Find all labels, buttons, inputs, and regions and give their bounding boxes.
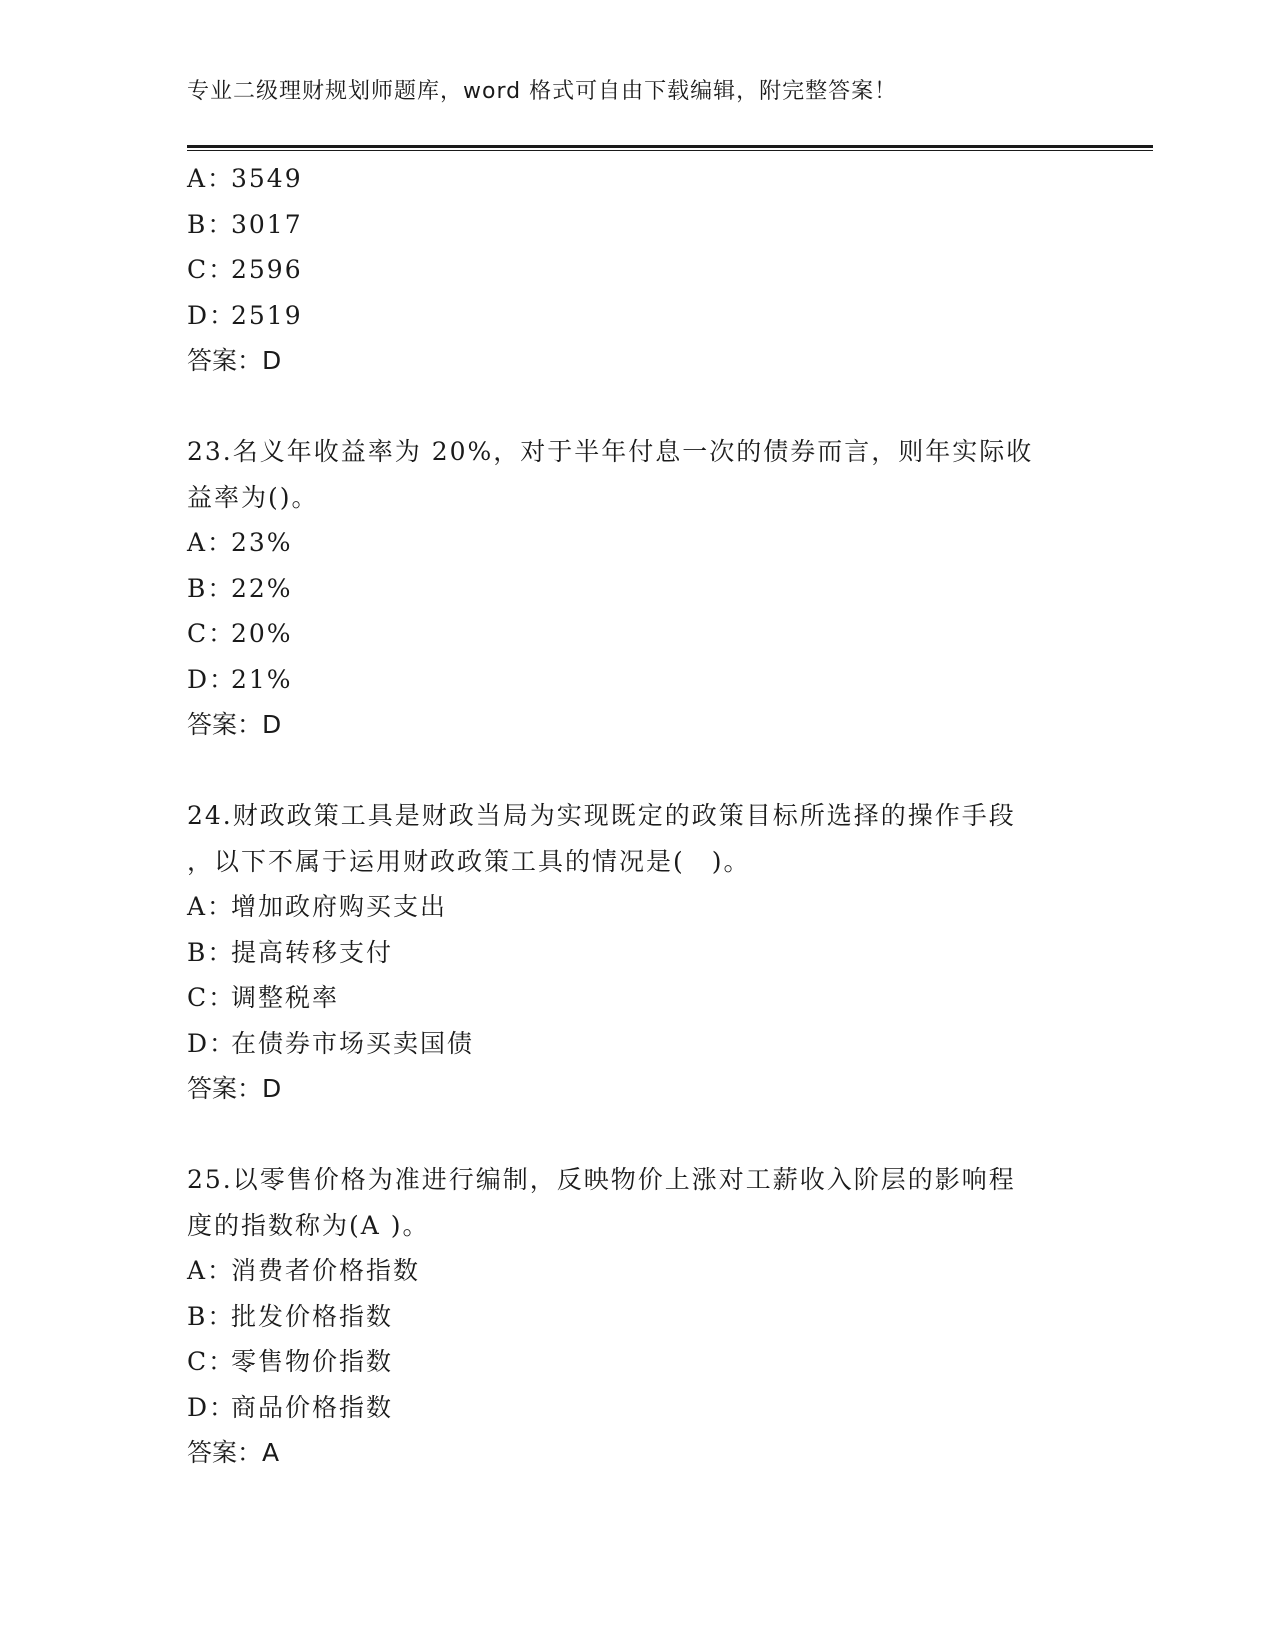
answer-line: 答案：D: [187, 346, 282, 375]
option-text: 2596: [231, 255, 303, 284]
answer-option: [187, 657, 1087, 703]
answer-option: [187, 611, 1087, 657]
option-text: 3549: [231, 164, 303, 193]
answer-option: [187, 975, 1087, 1021]
answer-option: [187, 1294, 1087, 1340]
answer-option: [187, 156, 1087, 202]
answer-option: [187, 1248, 1087, 1294]
answer-option: [187, 520, 1087, 566]
option-text: 提高转移支付: [231, 937, 394, 967]
option-label: D：: [187, 300, 237, 330]
question-text: 23.名义年收益率为 20%，对于半年付息一次的债券而言，则年实际收: [187, 437, 1034, 466]
answer-line: 答案：D: [187, 1074, 282, 1103]
question-block: [187, 793, 1087, 1157]
option-label: D：: [187, 1392, 237, 1422]
header-rule-thick: [187, 145, 1153, 148]
block-spacer: [187, 748, 1087, 794]
option-text: 调整税率: [231, 983, 340, 1012]
answer-option: [187, 1339, 1087, 1385]
answer-option: [187, 930, 1087, 976]
answer-option: [187, 1385, 1087, 1431]
question-block: [187, 1157, 1087, 1476]
option-text: 消费者价格指数: [231, 1256, 421, 1285]
option-label: C：: [187, 255, 236, 284]
option-label: B：: [187, 1301, 235, 1331]
answer-option: [187, 884, 1087, 930]
option-label: B：: [187, 573, 235, 603]
question-block: [187, 156, 1087, 429]
option-text: 在债券市场买卖国债: [231, 1028, 475, 1058]
option-label: D：: [187, 1028, 237, 1058]
option-text: 20%: [231, 619, 293, 648]
option-text: 22%: [231, 573, 293, 603]
answer-line: 答案：A: [187, 1438, 280, 1467]
option-text: 零售物价指数: [231, 1347, 394, 1376]
block-spacer: [187, 384, 1087, 430]
option-text: 2519: [231, 300, 303, 330]
option-text: 21%: [231, 664, 293, 694]
option-label: C：: [187, 983, 236, 1012]
option-label: B：: [187, 937, 235, 967]
answer-option: [187, 293, 1087, 339]
question-block: [187, 429, 1087, 793]
page-header: 专业二级理财规划师题库，word 格式可自由下载编辑，附完整答案！: [187, 79, 898, 104]
option-text: 商品价格指数: [231, 1392, 394, 1422]
question-list: [187, 156, 1087, 1476]
question-text: 益率为()。: [187, 482, 319, 512]
option-label: A：: [187, 528, 235, 557]
option-label: C：: [187, 1347, 236, 1376]
option-text: 23%: [231, 528, 293, 557]
question-text: 25.以零售价格为准进行编制，反映物价上涨对工薪收入阶层的影响程: [187, 1165, 1016, 1194]
option-text: 批发价格指数: [231, 1301, 394, 1331]
answer-option: [187, 202, 1087, 248]
question-text: 度的指数称为(A )。: [187, 1210, 430, 1240]
answer-option: [187, 247, 1087, 293]
option-label: A：: [187, 892, 235, 921]
option-label: D：: [187, 664, 237, 694]
option-label: A：: [187, 1256, 235, 1285]
option-label: C：: [187, 619, 236, 648]
question-text: ，以下不属于运用财政政策工具的情况是( )。: [187, 846, 751, 876]
answer-option: [187, 1021, 1087, 1067]
option-text: 增加政府购买支出: [231, 892, 448, 921]
answer-option: [187, 566, 1087, 612]
option-text: 3017: [231, 209, 303, 239]
option-label: B：: [187, 209, 235, 239]
block-spacer: [187, 1112, 1087, 1158]
header-rule-thin: [187, 150, 1153, 151]
option-label: A：: [187, 164, 235, 193]
question-text: 24.财政政策工具是财政当局为实现既定的政策目标所选择的操作手段: [187, 801, 1016, 830]
answer-line: 答案：D: [187, 710, 282, 739]
